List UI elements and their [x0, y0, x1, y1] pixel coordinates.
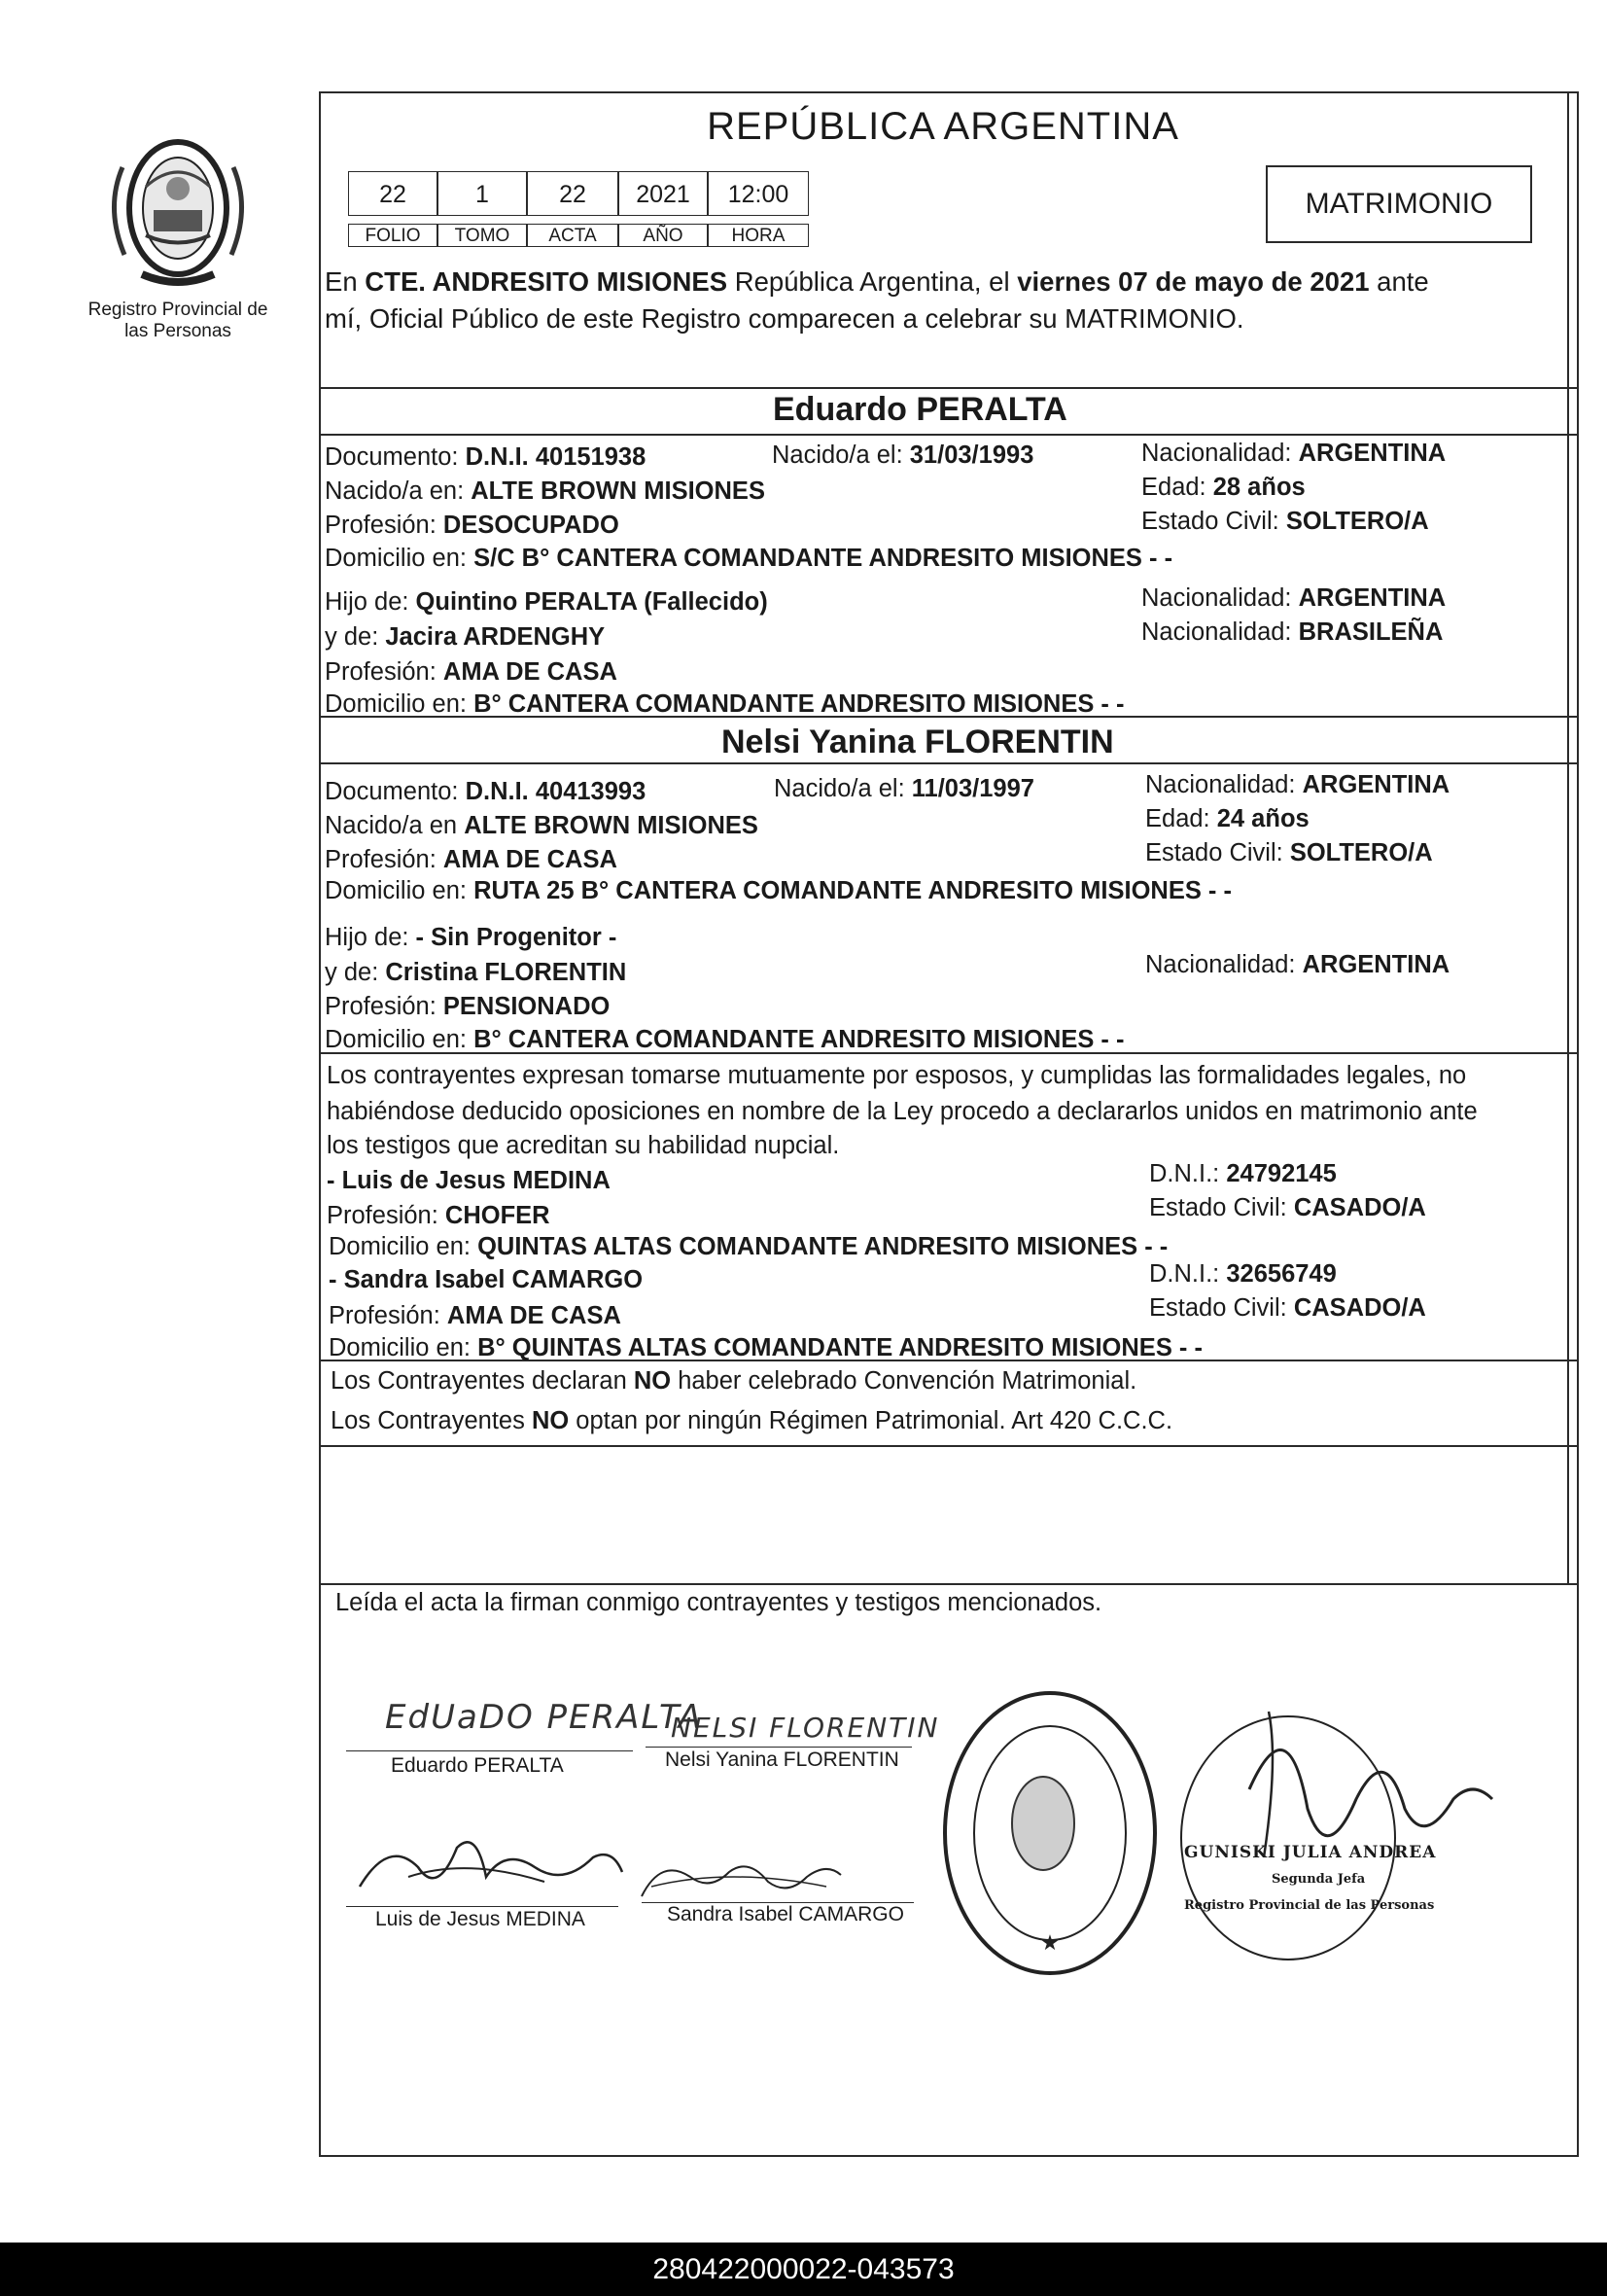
official-stamp	[1171, 1682, 1541, 1974]
intro-date: viernes 07 de mayo de 2021	[1017, 266, 1370, 297]
intro-mid: República Argentina, el	[727, 266, 1018, 297]
spouse1-nacido-el: Nacido/a el: 31/03/1993	[772, 442, 1034, 469]
signature-name-medina: Luis de Jesus MEDINA	[375, 1908, 585, 1930]
province-seal-icon	[86, 128, 270, 294]
svg-text:★: ★	[1040, 1930, 1060, 1955]
folio-value: 22	[348, 171, 437, 216]
tomo-label: TOMO	[437, 224, 527, 247]
anio-label: AÑO	[618, 224, 708, 247]
spouse2-estado-civil: Estado Civil: SOLTERO/A	[1145, 839, 1433, 866]
spouse1-profesion: Profesión: DESOCUPADO	[325, 512, 619, 539]
tomo-value: 1	[437, 171, 527, 216]
acta-value: 22	[527, 171, 618, 216]
intro-line-2: mí, Oficial Público de este Registro comparecen a celebrar su MATRIMONIO.	[325, 303, 1244, 334]
spouse1-estado-civil: Estado Civil: SOLTERO/A	[1141, 508, 1429, 535]
spouse1-name: Eduardo PERALTA	[773, 391, 1067, 428]
spouse2-name: Nelsi Yanina FLORENTIN	[721, 724, 1114, 760]
convention-line-1: Los Contrayentes declaran NO haber celebrado Convención Matrimonial.	[331, 1367, 1137, 1395]
witness1-estado-civil: Estado Civil: CASADO/A	[1149, 1194, 1426, 1221]
hora-label: HORA	[708, 224, 809, 247]
acta-label: ACTA	[527, 224, 618, 247]
spouse1-madre: y de: Jacira ARDENGHY	[325, 623, 606, 651]
spouse2-padres-domicilio: Domicilio en: B° CANTERA COMANDANTE ANDRESITO MISIONES - -	[325, 1026, 1125, 1053]
hora-value: 12:00	[708, 171, 809, 216]
signature-camargo-scribble	[632, 1848, 846, 1906]
witness1-profesion: Profesión: CHOFER	[327, 1202, 550, 1229]
official-stamp-title: Segunda Jefa	[1272, 1872, 1366, 1887]
spouse1-nacido-en: Nacido/a en: ALTE BROWN MISIONES	[325, 477, 765, 505]
intro-en: En	[325, 266, 358, 297]
signature-eduardo: EdUaDO PERALTA	[385, 1698, 703, 1737]
spouse1-padre-nacionalidad: Nacionalidad: ARGENTINA	[1141, 584, 1447, 612]
convention-line-2: Los Contrayentes NO optan por ningún Régimen Patrimonial. Art 420 C.C.C.	[331, 1407, 1173, 1434]
signature-name-camargo: Sandra Isabel CAMARGO	[667, 1903, 904, 1925]
closing-text: Leída el acta la firman conmigo contrayentes y testigos mencionados.	[335, 1589, 1102, 1616]
declaration-line-2: habiéndose deducido oposiciones en nombre de la Ley procedo a declararlos unidos en matrimonio ante	[327, 1098, 1478, 1125]
witness2-domicilio: Domicilio en: B° QUINTAS ALTAS COMANDANTE ANDRESITO MISIONES - -	[329, 1334, 1203, 1361]
intro-line-1	[325, 266, 1429, 298]
record-type-box: MATRIMONIO	[1266, 165, 1532, 243]
signature-name-nelsi: Nelsi Yanina FLORENTIN	[665, 1748, 899, 1771]
spouse1-padre: Hijo de: Quintino PERALTA (Fallecido)	[325, 588, 768, 616]
official-stamp-name: GUNISKI JULIA ANDREA	[1184, 1843, 1437, 1862]
intro-place: CTE. ANDRESITO MISIONES	[365, 266, 728, 297]
spouse2-padres-profesion: Profesión: PENSIONADO	[325, 993, 611, 1020]
logo-caption: Registro Provincial de las Personas	[87, 300, 268, 341]
declaration-line-1: Los contrayentes expresan tomarse mutuamente por esposos, y cumplidas las formalidades legales, no	[327, 1062, 1467, 1089]
spouse1-nacionalidad: Nacionalidad: ARGENTINA	[1141, 440, 1447, 467]
registry-stamp	[938, 1687, 1162, 1979]
document-code-footer: 280422000022-043573	[0, 2243, 1607, 2296]
spouse2-madre: y de: Cristina FLORENTIN	[325, 959, 627, 986]
spouse2-edad: Edad: 24 años	[1145, 805, 1310, 832]
witness2-name: - Sandra Isabel CAMARGO	[329, 1266, 644, 1293]
country-title: REPÚBLICA ARGENTINA	[707, 105, 1179, 148]
signature-medina-scribble	[350, 1828, 632, 1906]
spouse2-documento: Documento: D.N.I. 40413993	[325, 778, 646, 805]
spouse2-domicilio: Domicilio en: RUTA 25 B° CANTERA COMANDANTE ANDRESITO MISIONES - -	[325, 877, 1233, 904]
spouse2-madre-nacionalidad: Nacionalidad: ARGENTINA	[1145, 951, 1450, 978]
registry-logo	[86, 128, 270, 352]
signature-nelsi: NELSI FLORENTIN	[671, 1712, 940, 1744]
spouse2-nacido-en: Nacido/a en ALTE BROWN MISIONES	[325, 812, 758, 839]
witness1-dni: D.N.I.: 24792145	[1149, 1160, 1337, 1187]
spouse1-documento: Documento: D.N.I. 40151938	[325, 443, 646, 471]
intro-ante: ante	[1369, 266, 1429, 297]
declaration-line-3: los testigos que acreditan su habilidad nupcial.	[327, 1132, 840, 1159]
witness1-name: - Luis de Jesus MEDINA	[327, 1167, 611, 1194]
spouse1-edad: Edad: 28 años	[1141, 474, 1306, 501]
spouse2-nacionalidad: Nacionalidad: ARGENTINA	[1145, 771, 1450, 798]
witness1-domicilio: Domicilio en: QUINTAS ALTAS COMANDANTE ANDRESITO MISIONES - -	[329, 1233, 1169, 1260]
signature-name-eduardo: Eduardo PERALTA	[391, 1754, 564, 1777]
spouse2-profesion: Profesión: AMA DE CASA	[325, 846, 617, 873]
folio-label: FOLIO	[348, 224, 437, 247]
witness2-profesion: Profesión: AMA DE CASA	[329, 1302, 621, 1329]
witness2-estado-civil: Estado Civil: CASADO/A	[1149, 1294, 1426, 1322]
anio-value: 2021	[618, 171, 708, 216]
witness2-dni: D.N.I.: 32656749	[1149, 1260, 1337, 1288]
official-stamp-office: Registro Provincial de las Personas	[1184, 1898, 1435, 1913]
spouse2-nacido-el: Nacido/a el: 11/03/1997	[774, 775, 1034, 802]
spouse2-padre: Hijo de: - Sin Progenitor -	[325, 924, 617, 951]
spouse1-domicilio: Domicilio en: S/C B° CANTERA COMANDANTE ANDRESITO MISIONES - -	[325, 545, 1173, 572]
spouse1-madre-nacionalidad: Nacionalidad: BRASILEÑA	[1141, 618, 1444, 646]
spouse1-padres-profesion: Profesión: AMA DE CASA	[325, 658, 617, 686]
spouse1-padres-domicilio: Domicilio en: B° CANTERA COMANDANTE ANDRESITO MISIONES - -	[325, 690, 1125, 718]
